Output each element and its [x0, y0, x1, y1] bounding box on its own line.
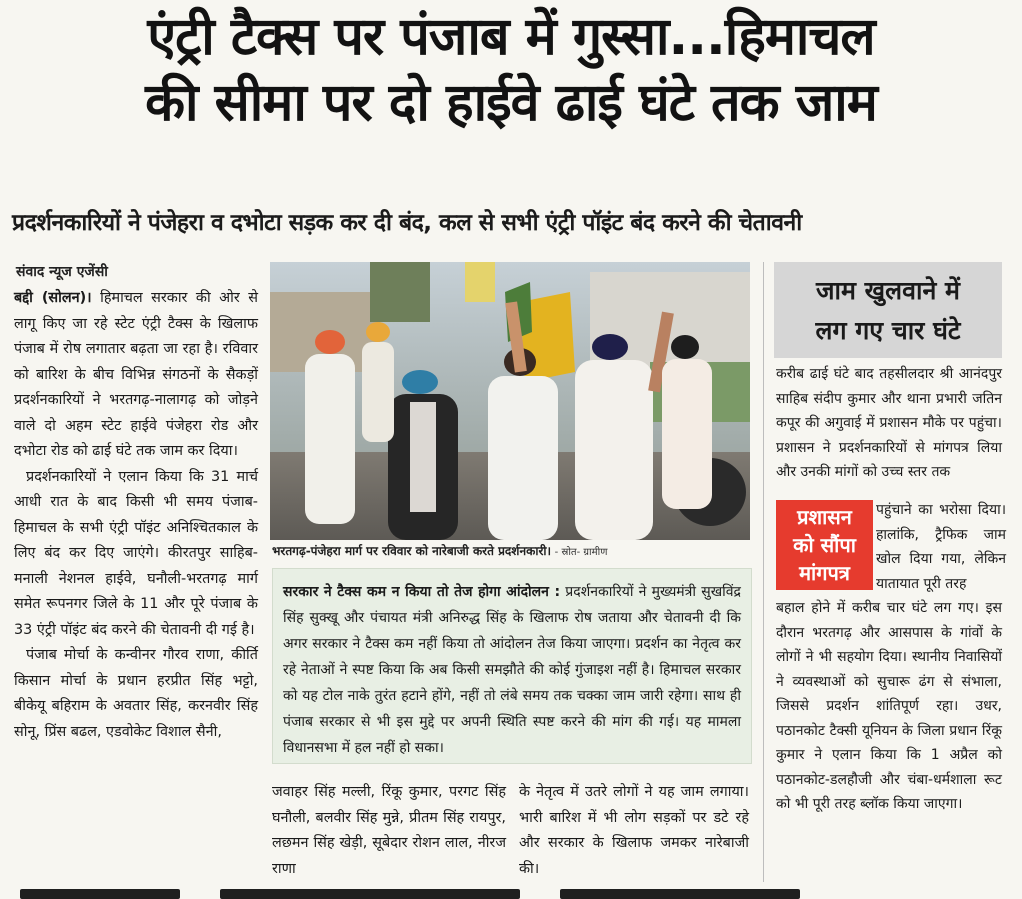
paragraph-2: प्रदर्शनकारियों ने एलान किया कि 31 मार्च आधी रात के बाद किसी भी समय पंजाब-हिमाचल के सभी एंट्री पॉइंट अनिश्चितकाल के लिए बंद कर दिए जाएंगे। कीरतपुर साहिब-मनाली नेशनल हाईवे, घनौली-भरतगढ़ मार्ग समेत रूपनगर जिले के 11 और पूरे पंजाब के 33 एंट्री पॉइंट बंद करने की चेतावनी दी गई है। — [14, 468, 258, 638]
dateline: बद्दी (सोलन)। — [14, 290, 92, 306]
column-divider — [763, 262, 764, 882]
article-column-3: के नेतृत्व में उतरे लोगों ने यह जाम लगाया। भारी बारिश में भी लोग सड़कों पर डटे रहे और सरकार के खिलाफ जमकर नारेबाजी की। — [519, 784, 749, 877]
protest-photo-illustration — [270, 262, 750, 540]
news-photo — [270, 262, 750, 540]
highlight-box-text: प्रदर्शनकारियों ने मुख्यमंत्री सुखविंद्र सिंह सुक्खू और पंचायत मंत्री अनिरुद्ध सिंह के खिलाफ रोष जताया और चेतावनी दी कि अगर सरकार ने टैक्स कम नहीं किया तो आंदोलन तेज किया जाएगा। प्रदर्शन का नेतृत्व कर रहे नेताओं ने स्पष्ट किया कि अब किसी समझौते की कोई गुंजाइश नहीं है। हिमाचल सरकार को यह टोल नाके तुरंत हटाने होंगे, नहीं तो लंबे समय तक चक्का जाम जारी रहेगा। साथ ही पंजाब सरकार से भी इस मुद्दे पर अपनी स्थिति स्पष्ट करने की मांग की गई। यह मामला विधानसभा में हल नहीं हो सका। — [283, 584, 741, 756]
sidebar-paragraph-1: करीब ढाई घंटे बाद तहसीलदार श्री आनंदपुर साहिब संदीप कुमार और थाना प्रभारी जतिन कपूर की अगुवाई में प्रशासन मौके पर पहुंचा। प्रशासन ने प्रदर्शनकारियों से मांगपत्र लिया और उनकी मांगों को उच्च स्तर तक — [776, 366, 1002, 480]
headline-line-2: की सीमा पर दो हाईवे ढाई घंटे तक जाम — [145, 73, 877, 133]
article-column-1 — [14, 286, 258, 745]
paragraph-3: पंजाब मोर्चा के कन्वीनर गौरव राणा, कीर्ति किसान मोर्चा के प्रधान हरप्रीत सिंह भट्टो, बीकेयू बहिराम के अवतार सिंह, करनवीर सिंह सोनू, प्रिंस बढल, एडवोकेट विशाल सैनी, — [14, 647, 258, 740]
subheadline: प्रदर्शनकारियों ने पंजेहरा व दभोटा सड़क कर दी बंद, कल से सभी एंट्री पॉइंट बंद करने की चेतावनी — [12, 210, 802, 236]
byline: संवाद न्यूज एजेंसी — [16, 264, 108, 280]
redbox-line-2: को सौंपा — [793, 533, 856, 557]
redbox-line-1: प्रशासन — [797, 505, 852, 529]
sidebar-title-box — [774, 262, 1002, 358]
headline-line-1: एंट्री टैक्स पर पंजाब में गुस्सा...हिमाचल — [147, 7, 875, 67]
sidebar-paragraph-2: पहुंचाने का भरोसा दिया। हालांकि, ट्रैफिक जाम खोल दिया गया, लेकिन यातायात पूरी तरह — [876, 502, 1006, 592]
sidebar-title-line-2: लग गए चार घंटे — [815, 316, 961, 345]
cut-text-fragment — [220, 889, 520, 899]
highlight-box-lead: सरकार ने टैक्स कम न किया तो तेज होगा आंदोलन : — [283, 584, 561, 600]
caption-text: भरतगढ़-पंजेहरा मार्ग पर रविवार को नारेबाजी करते प्रदर्शनकारी। — [272, 544, 552, 558]
next-article-strip — [0, 886, 1022, 899]
redbox-line-3: मांगपत्र — [799, 561, 850, 585]
paragraph-1 — [14, 286, 258, 465]
photo-caption — [272, 540, 752, 564]
highlight-box — [272, 568, 752, 764]
sidebar-paragraph-3: बहाल होने में करीब चार घंटे लग गए। इस दौरान भरतगढ़ और आसपास के गांवों के लोगों ने भी सहयोग दिया। स्थानीय निवासियों ने व्यवस्थाओं को सुचारू ढंग से संभाला, जिससे प्रदर्शन शांतिपूर्ण रहा। उधर, पठानकोट टैक्सी यूनियन के जिला प्रधान रिंकू कुमार ने एलान किया कि 1 अप्रैल को पठानकोट-डलहौजी और चंबा-धर्मशाला रूट को भी पूरी तरह ब्लॉक किया जाएगा। — [776, 600, 1002, 812]
sidebar-red-box — [776, 500, 873, 590]
paragraph-1-text: हिमाचल सरकार की ओर से लागू किए जा रहे स्टेट एंट्री टैक्स के खिलाफ पंजाब में रोष लगातार बढ़ता जा रहा है। रविवार को बारिश के बीच विभिन्न संगठनों के सैकड़ों प्रदर्शनकारियों ने भरतगढ़-नालागढ़ को जोड़ने वाले दो अहम स्टेट हाईवे पंजेहरा रोड और दभोटा रोड को ढाई घंटे तक जाम कर दिया। — [14, 290, 258, 459]
sidebar-title-line-1: जाम खुलवाने में — [816, 276, 960, 305]
article-column-2: जवाहर सिंह मल्ली, रिंकू कुमार, परगट सिंह घनौली, बलवीर सिंह मुन्ने, प्रीतम सिंह रायपुर, लछमन सिंह खेड़ी, सूबेदार रोशन लाल, नीरज राणा — [272, 784, 506, 877]
cut-text-fragment — [20, 889, 180, 899]
cut-text-fragment — [560, 889, 800, 899]
headline — [8, 2, 1014, 134]
photo-credit: - स्रोत- ग्रामीण — [554, 547, 608, 558]
